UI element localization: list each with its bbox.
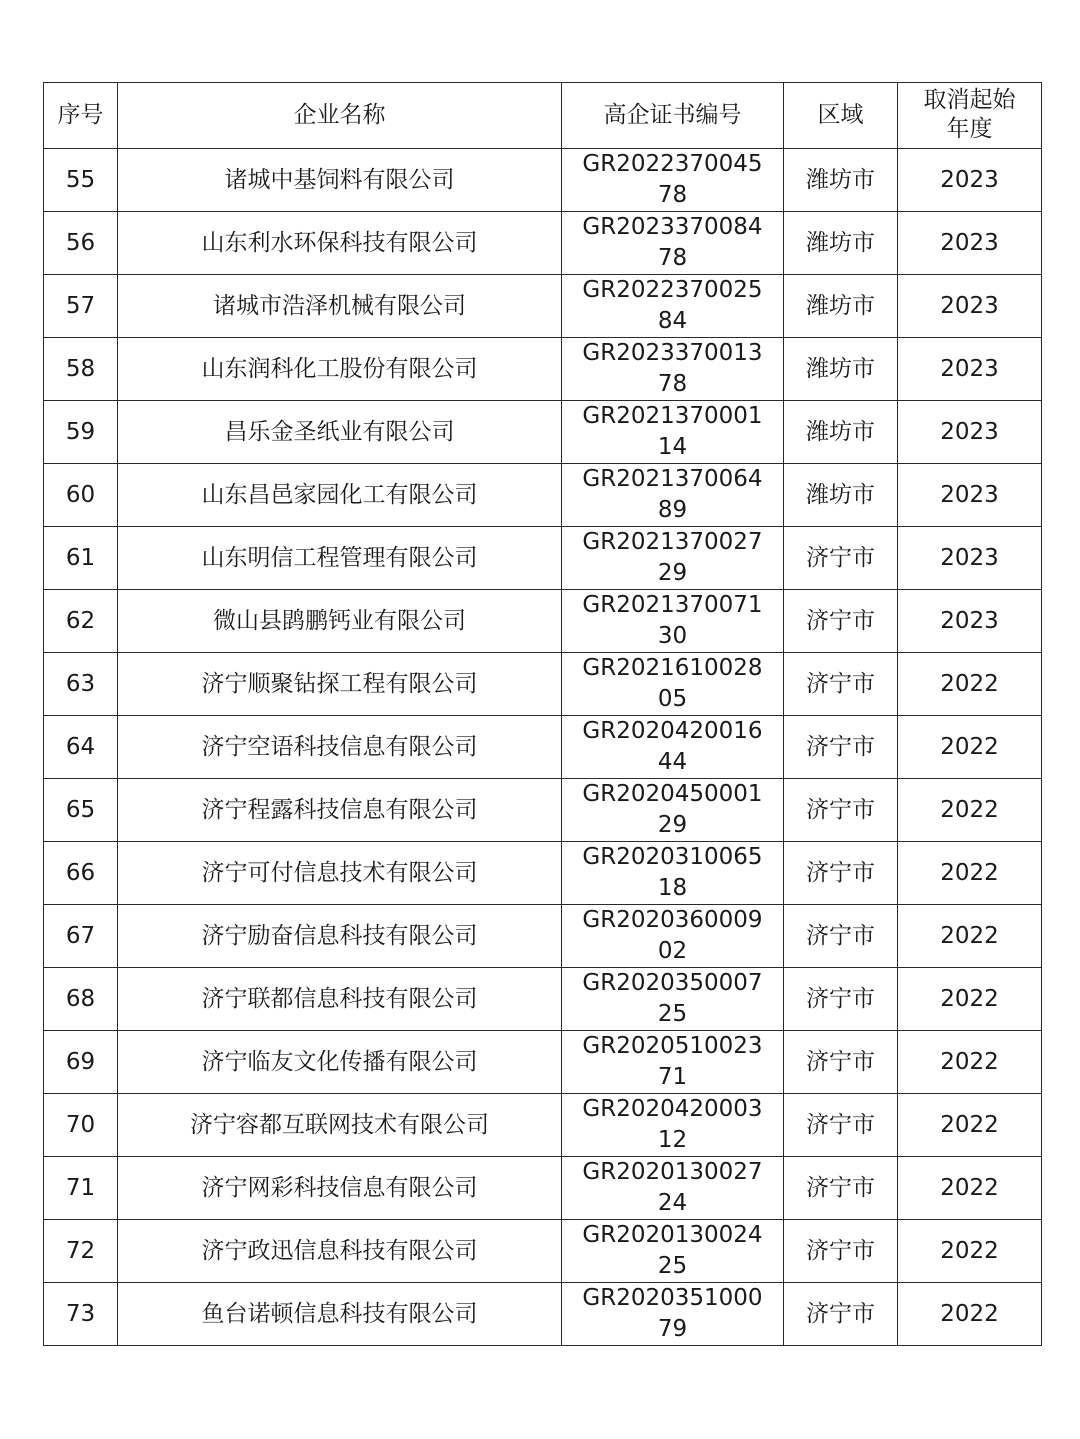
cell-index: 66 xyxy=(44,842,118,905)
cell-certificate-number xyxy=(562,779,784,842)
cell-company-name: 济宁空语科技信息有限公司 xyxy=(118,716,562,779)
header-company: 企业名称 xyxy=(118,83,562,149)
cell-certificate-number xyxy=(562,401,784,464)
table-row xyxy=(44,275,1042,338)
cell-index: 56 xyxy=(44,212,118,275)
cell-index: 63 xyxy=(44,653,118,716)
certificate-number-text: GR202161002805 xyxy=(582,655,763,712)
cell-certificate-number xyxy=(562,1220,784,1283)
cell-region: 济宁市 xyxy=(784,590,898,653)
table-row xyxy=(44,1157,1042,1220)
cell-index: 61 xyxy=(44,527,118,590)
cell-region: 济宁市 xyxy=(784,968,898,1031)
cell-region: 济宁市 xyxy=(784,653,898,716)
cell-certificate-number xyxy=(562,716,784,779)
certificate-number-text: GR202137006489 xyxy=(582,466,763,523)
cell-company-name: 微山县鹍鹏钙业有限公司 xyxy=(118,590,562,653)
certificate-number-text: GR202013002425 xyxy=(582,1222,763,1279)
cell-company-name: 济宁容都互联网技术有限公司 xyxy=(118,1094,562,1157)
cell-region: 济宁市 xyxy=(784,905,898,968)
cell-region: 济宁市 xyxy=(784,1157,898,1220)
cell-certificate-number xyxy=(562,212,784,275)
cell-certificate-number xyxy=(562,968,784,1031)
cell-cancel-year: 2022 xyxy=(898,653,1042,716)
table-row xyxy=(44,1031,1042,1094)
certificate-number-text: GR202035000725 xyxy=(582,970,763,1027)
cell-company-name: 济宁顺聚钻探工程有限公司 xyxy=(118,653,562,716)
cell-cancel-year: 2022 xyxy=(898,1094,1042,1157)
certificate-number-text: GR202013002724 xyxy=(582,1159,763,1216)
cell-region: 济宁市 xyxy=(784,1220,898,1283)
certificate-number-text: GR202237004578 xyxy=(582,151,763,208)
table-row xyxy=(44,464,1042,527)
cell-certificate-number xyxy=(562,1094,784,1157)
cell-cancel-year: 2022 xyxy=(898,968,1042,1031)
cell-index: 58 xyxy=(44,338,118,401)
header-index: 序号 xyxy=(44,83,118,149)
cell-company-name: 济宁程露科技信息有限公司 xyxy=(118,779,562,842)
cell-certificate-number xyxy=(562,1157,784,1220)
cell-company-name: 济宁临友文化传播有限公司 xyxy=(118,1031,562,1094)
cell-index: 69 xyxy=(44,1031,118,1094)
cell-index: 73 xyxy=(44,1283,118,1346)
cell-certificate-number xyxy=(562,149,784,212)
certificate-number-text: GR202035100079 xyxy=(582,1285,763,1342)
certificate-number-text: GR202137002729 xyxy=(582,529,763,586)
certificate-number-text: GR202337008478 xyxy=(582,214,763,271)
table-header-row xyxy=(44,83,1042,149)
cell-certificate-number xyxy=(562,275,784,338)
table-row xyxy=(44,905,1042,968)
cell-company-name: 昌乐金圣纸业有限公司 xyxy=(118,401,562,464)
cell-region: 潍坊市 xyxy=(784,464,898,527)
cell-company-name: 山东利水环保科技有限公司 xyxy=(118,212,562,275)
cell-cancel-year: 2022 xyxy=(898,716,1042,779)
table-row xyxy=(44,212,1042,275)
table-row xyxy=(44,1094,1042,1157)
cell-cancel-year: 2022 xyxy=(898,1220,1042,1283)
table-row xyxy=(44,716,1042,779)
cell-company-name: 诸城中基饲料有限公司 xyxy=(118,149,562,212)
cell-company-name: 山东昌邑家园化工有限公司 xyxy=(118,464,562,527)
enterprise-table xyxy=(43,82,1042,1346)
table-row xyxy=(44,590,1042,653)
header-cancel-year-label: 取消起始年度 xyxy=(923,87,1016,142)
table-body xyxy=(44,149,1042,1346)
cell-index: 71 xyxy=(44,1157,118,1220)
table-row xyxy=(44,1220,1042,1283)
cell-certificate-number xyxy=(562,527,784,590)
cell-region: 潍坊市 xyxy=(784,338,898,401)
cell-region: 济宁市 xyxy=(784,1031,898,1094)
cell-certificate-number xyxy=(562,842,784,905)
cell-cancel-year: 2023 xyxy=(898,401,1042,464)
cell-region: 济宁市 xyxy=(784,527,898,590)
cell-certificate-number xyxy=(562,338,784,401)
cell-cancel-year: 2023 xyxy=(898,527,1042,590)
cell-cancel-year: 2022 xyxy=(898,1157,1042,1220)
header-certificate: 高企证书编号 xyxy=(562,83,784,149)
cell-cancel-year: 2023 xyxy=(898,464,1042,527)
cell-index: 67 xyxy=(44,905,118,968)
table-row xyxy=(44,653,1042,716)
cell-cancel-year: 2022 xyxy=(898,1031,1042,1094)
certificate-number-text: GR202137000114 xyxy=(582,403,763,460)
cell-index: 60 xyxy=(44,464,118,527)
cell-cancel-year: 2022 xyxy=(898,842,1042,905)
certificate-number-text: GR202337001378 xyxy=(582,340,763,397)
cell-region: 潍坊市 xyxy=(784,212,898,275)
cell-cancel-year: 2022 xyxy=(898,905,1042,968)
cell-cancel-year: 2022 xyxy=(898,779,1042,842)
cell-index: 62 xyxy=(44,590,118,653)
cell-index: 59 xyxy=(44,401,118,464)
cell-cancel-year: 2023 xyxy=(898,275,1042,338)
cell-index: 70 xyxy=(44,1094,118,1157)
cell-company-name: 诸城市浩泽机械有限公司 xyxy=(118,275,562,338)
cell-cancel-year: 2023 xyxy=(898,590,1042,653)
cell-certificate-number xyxy=(562,590,784,653)
cell-region: 潍坊市 xyxy=(784,149,898,212)
certificate-number-text: GR202045000129 xyxy=(582,781,763,838)
cell-index: 68 xyxy=(44,968,118,1031)
cell-index: 57 xyxy=(44,275,118,338)
certificate-number-text: GR202031006518 xyxy=(582,844,763,901)
table-row xyxy=(44,968,1042,1031)
cell-certificate-number xyxy=(562,905,784,968)
table-row xyxy=(44,149,1042,212)
table-row xyxy=(44,842,1042,905)
certificate-number-text: GR202051002371 xyxy=(582,1033,763,1090)
cell-cancel-year: 2023 xyxy=(898,338,1042,401)
cell-index: 64 xyxy=(44,716,118,779)
cell-cancel-year: 2023 xyxy=(898,212,1042,275)
cell-region: 济宁市 xyxy=(784,716,898,779)
cell-certificate-number xyxy=(562,1031,784,1094)
cell-company-name: 山东润科化工股份有限公司 xyxy=(118,338,562,401)
cell-index: 65 xyxy=(44,779,118,842)
cell-region: 济宁市 xyxy=(784,1094,898,1157)
cell-company-name: 济宁政迅信息科技有限公司 xyxy=(118,1220,562,1283)
cell-region: 潍坊市 xyxy=(784,401,898,464)
cell-cancel-year: 2022 xyxy=(898,1283,1042,1346)
table-row xyxy=(44,338,1042,401)
cell-region: 济宁市 xyxy=(784,842,898,905)
table-row xyxy=(44,779,1042,842)
certificate-number-text: GR202042001644 xyxy=(582,718,763,775)
cell-cancel-year: 2023 xyxy=(898,149,1042,212)
cell-index: 55 xyxy=(44,149,118,212)
cell-company-name: 济宁网彩科技信息有限公司 xyxy=(118,1157,562,1220)
cell-company-name: 济宁励奋信息科技有限公司 xyxy=(118,905,562,968)
certificate-number-text: GR202137007130 xyxy=(582,592,763,649)
cell-region: 济宁市 xyxy=(784,779,898,842)
cell-certificate-number xyxy=(562,464,784,527)
certificate-number-text: GR202036000902 xyxy=(582,907,763,964)
table-row xyxy=(44,1283,1042,1346)
certificate-number-text: GR202042000312 xyxy=(582,1096,763,1153)
cell-region: 济宁市 xyxy=(784,1283,898,1346)
table-row xyxy=(44,527,1042,590)
cell-index: 72 xyxy=(44,1220,118,1283)
cell-certificate-number xyxy=(562,1283,784,1346)
cell-company-name: 济宁联都信息科技有限公司 xyxy=(118,968,562,1031)
header-cancel-year xyxy=(898,83,1042,149)
cell-company-name: 鱼台诺顿信息科技有限公司 xyxy=(118,1283,562,1346)
cell-company-name: 济宁可付信息技术有限公司 xyxy=(118,842,562,905)
header-region: 区域 xyxy=(784,83,898,149)
cell-company-name: 山东明信工程管理有限公司 xyxy=(118,527,562,590)
cell-region: 潍坊市 xyxy=(784,275,898,338)
cell-certificate-number xyxy=(562,653,784,716)
table-row xyxy=(44,401,1042,464)
certificate-number-text: GR202237002584 xyxy=(582,277,763,334)
